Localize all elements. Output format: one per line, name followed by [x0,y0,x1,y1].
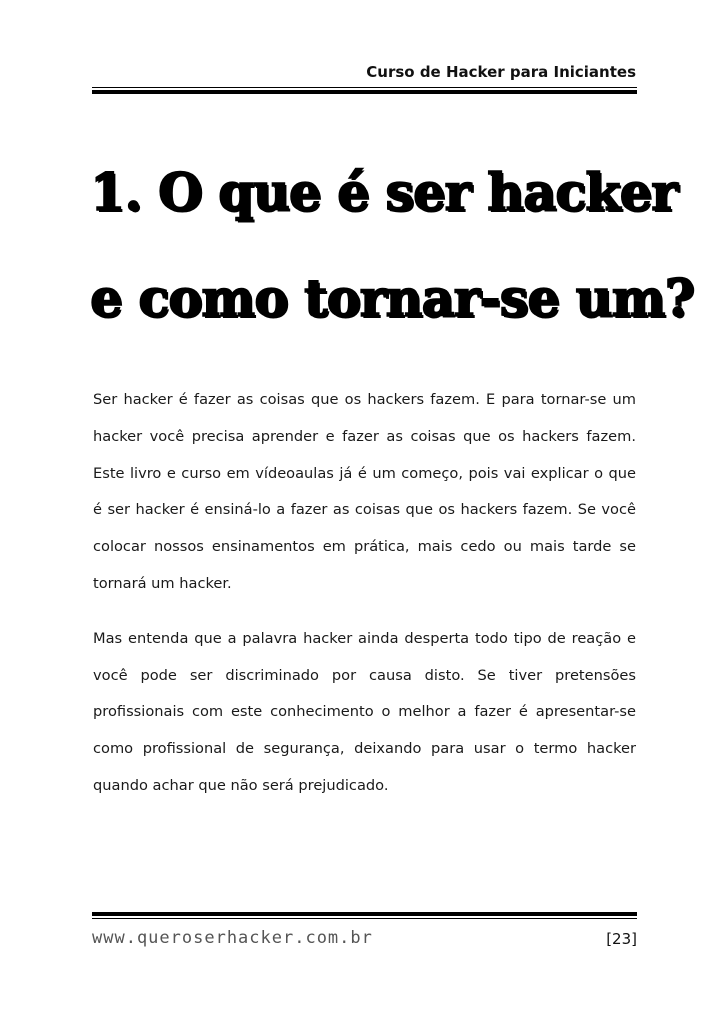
footer-rule-thick-line [92,912,637,916]
footer-website-url: www.queroserhacker.com.br [92,928,373,948]
header-rule-thick-line [92,90,637,94]
paragraph: Mas entenda que a palavra hacker ainda desperta todo tipo de reação e você pode ser discriminado por causa disto. Se tiver pretensões profissionais com este conhecimento o melhor a fazer é apresentar-se como profissional de segurança, deixando para usar o termo hacker quando achar que não será prejudicado. [93,629,636,794]
footer-rule [92,912,637,919]
header-rule [92,87,637,94]
footer-rule-thin-line [92,918,637,919]
chapter-title-line-2: e como tornar-se um? [90,269,694,329]
chapter-title [90,140,694,352]
chapter-title-line-1: 1. O que é ser hacker [90,163,677,223]
paragraph: Ser hacker é fazer as coisas que os hackers fazem. E para tornar-se um hacker você precisa aprender e fazer as coisas que os hackers fazem. Este livro e curso em vídeoaulas já é um começo, pois vai explicar o que é ser hacker é ensiná-lo a fazer as coisas que os hackers fazem. Se você colocar nossos ensinamentos em prática, mais cedo ou mais tarde se tornará um hacker. [93,391,636,592]
footer-page-number: [23] [606,930,637,948]
header-rule-thin-line [92,87,637,88]
running-header-title: Curso de Hacker para Iniciantes [366,63,636,81]
body-text [93,382,636,805]
